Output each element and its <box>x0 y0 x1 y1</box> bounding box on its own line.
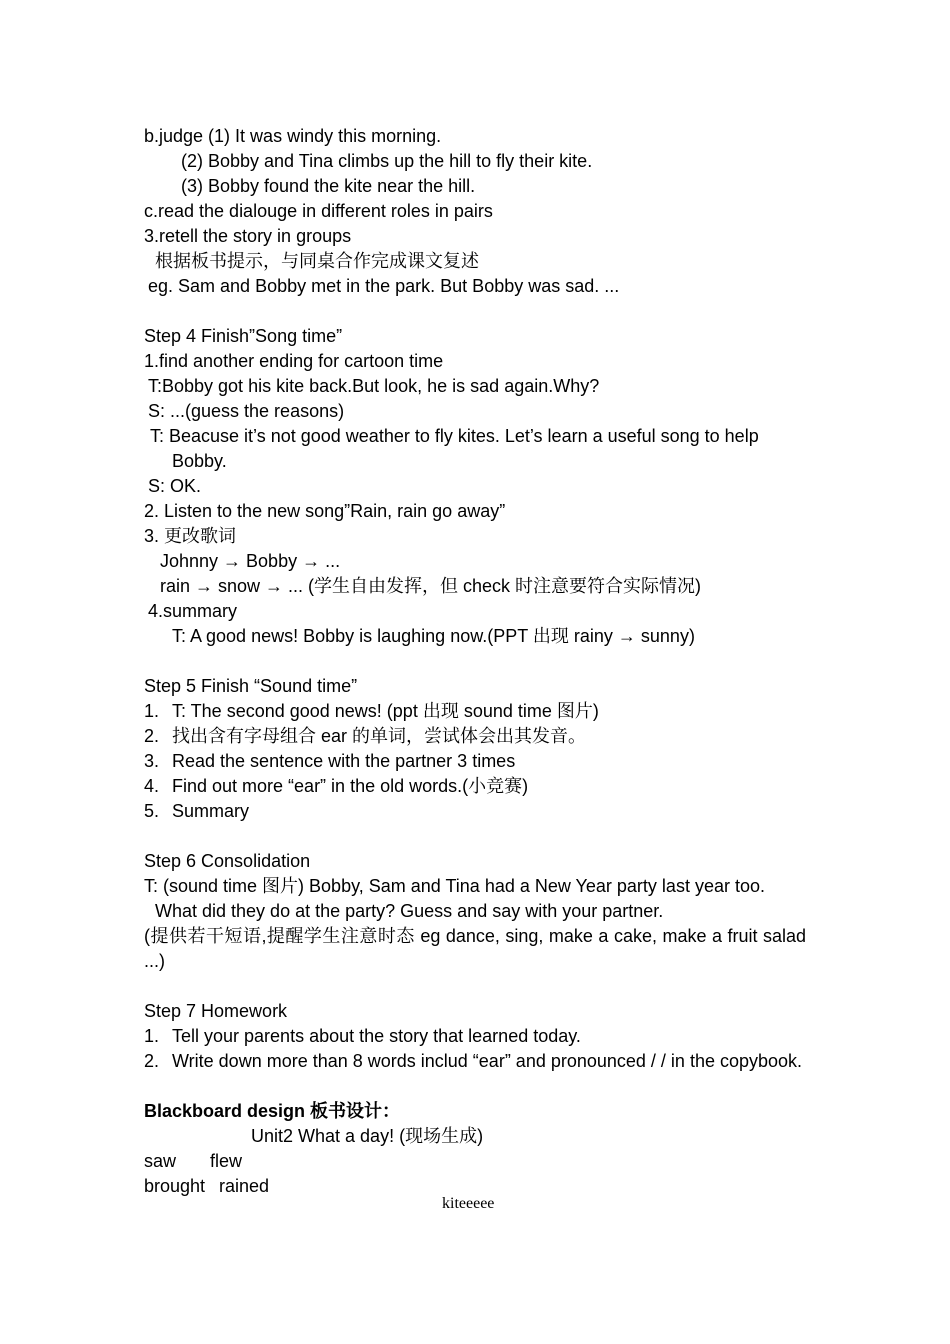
word-saw: saw <box>144 1151 177 1171</box>
blackboard-row-1 <box>144 1149 806 1174</box>
step5-item: 4. Find out more “ear” in the old words.(小竞赛) <box>144 776 529 796</box>
step5-heading: Step 5 Finish “Sound time” <box>144 676 358 696</box>
step4-summary: T: A good news! Bobby is laughing now.(PPT 出现 rainy → sunny) <box>172 626 695 646</box>
step5-item: 2. 找出含有字母组合 ear 的单词，尝试体会出其发音。 <box>144 726 587 746</box>
judge-item-3: (3) Bobby found the kite near the hill. <box>181 176 476 196</box>
step5-item: 5. Summary <box>144 801 250 821</box>
step4-student-2: S: OK. <box>148 476 202 496</box>
retell-note: 根据板书提示，与同桌合作完成课文复述 <box>155 251 479 271</box>
judge-line: b.judge (1) It was windy this morning. <box>144 126 442 146</box>
word-rained: rained <box>219 1176 270 1196</box>
step6-line-1: T: (sound time 图片) Bobby, Sam and Tina had a New Year party last year too. <box>144 876 765 896</box>
retell-example: eg. Sam and Bobby met in the park. But Bobby was sad. ... <box>148 276 620 296</box>
step6-phrases: (提供若干短语,提醒学生注意时态 eg dance, sing, make a cake, make a fruit salad ...) <box>144 926 806 971</box>
word-brought: brought <box>144 1176 206 1196</box>
kite-textbox: kiteeeee <box>442 1195 495 1212</box>
step5-item: 3. Read the sentence with the partner 3 times <box>144 751 516 771</box>
step4-item-1: 1.find another ending for cartoon time <box>144 351 444 371</box>
step4-lyrics-1: Johnny → Bobby → ... <box>160 551 341 571</box>
step7-heading: Step 7 Homework <box>144 1001 288 1021</box>
blackboard-unit-title: Unit2 What a day! (现场生成) <box>251 1126 484 1146</box>
step4-teacher-2: T: Beacuse it’s not good weather to fly kites. Let’s learn a useful song to help Bobby. <box>150 426 759 471</box>
step7-item: 1. Tell your parents about the story that learned today. <box>144 1026 581 1046</box>
step4-teacher-1: T:Bobby got his kite back.But look, he is sad again.Why? <box>148 376 600 396</box>
step4-student-1: S: ...(guess the reasons) <box>148 401 345 421</box>
step4-lyrics-2: rain → snow → ... (学生自由发挥，但 check 时注意要符合实际情况) <box>160 576 702 596</box>
step6-heading: Step 6 Consolidation <box>144 851 311 871</box>
document-body <box>144 124 806 1212</box>
blackboard-heading: Blackboard design 板书设计： <box>144 1101 401 1121</box>
retell-line: 3.retell the story in groups <box>144 226 352 246</box>
step4-item-3: 3. 更改歌词 <box>144 526 237 546</box>
step5-item: 1. T: The second good news! (ppt 出现 sound time 图片) <box>144 701 599 721</box>
step4-heading: Step 4 Finish”Song time” <box>144 326 343 346</box>
step4-item-4: 4.summary <box>148 601 238 621</box>
step7-item: 2. Write down more than 8 words includ “ear” and pronounced / / in the copybook. <box>144 1051 803 1071</box>
read-dialogue-line: c.read the dialouge in different roles in pairs <box>144 201 493 221</box>
judge-item-2: (2) Bobby and Tina climbs up the hill to fly their kite. <box>181 151 593 171</box>
step6-line-2: What did they do at the party? Guess and say with your partner. <box>155 901 664 921</box>
step4-item-2: 2. Listen to the new song”Rain, rain go away” <box>144 501 506 521</box>
word-flew: flew <box>210 1151 243 1171</box>
